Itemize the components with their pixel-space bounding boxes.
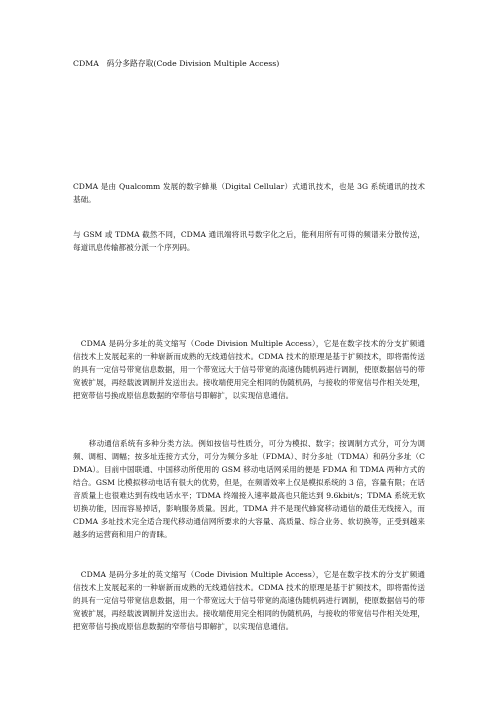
- paragraph-cdma-definition-repeat: CDMA 是码分多址的英文缩写（Code Division Multiple Access），它是在数字技术的分支扩频通信技术上发展起来的一种崭新而成熟的无线通信技术。CDMA 技术的原理是基于扩频技术，即将需传送的具有一定信号带宽信息数据，用一个带宽远大于信号带宽的高速伪随机码进行调制，使原数据信号的带宽被扩展，再经载波调制并发送出去。接收端使用完全相同的伪随机码，与接收的带宽信号作相关处理，把宽带信号换成原信息数据的窄带信号即解扩，以实现信息通信。: [73, 570, 425, 631]
- document-title: CDMA 码分多路存取(Code Division Multiple Access): [73, 59, 280, 68]
- paragraph-intro: CDMA 是由 Qualcomm 发展的数字蜂巢（Digital Cellular）式通讯技术，也是 3G 系统通讯的技术基础。: [73, 182, 425, 204]
- paragraph-gsm-comparison: 与 GSM 或 TDMA 截然不同，CDMA 通讯端将讯号数字化之后，能利用所有可得的频谱来分散传送，每道讯息传输都被分派一个序列码。: [73, 230, 425, 252]
- paragraph-cdma-definition: CDMA 是码分多址的英文缩写（Code Division Multiple Access），它是在数字技术的分支扩频通信技术上发展起来的一种崭新而成熟的无线通信技术。CDMA 技术的原理是基于扩频技术，即将需传送的具有一定信号带宽信息数据，用一个带宽远大于信号带宽的高速伪随机码进行调制，使原数据信号的带宽被扩展，再经载波调制并发送出去。接收端使用完全相同的伪随机码，与接收的带宽信号作相关处理，把宽带信号换成原信息数据的窄带信号即解扩，以实现信息通信。: [73, 339, 425, 400]
- paragraph-mobile-classification: 移动通信系统有多种分类方法。例如按信号性质分，可分为模拟、数字；按调制方式分，可分为调频、调相、调幅；按多址连接方式分，可分为频分多址（FDMA）、时分多址（TDMA）和码分多址（CDMA）。目前中国联通、中国移动所使用的 GSM 移动电话网采用的便是 FDMA 和 TDMA 两种方式的结合。GSM 比模拟移动电话有很大的优势，但是，在频谱效率上仅是模拟系统的 3 倍，容量有限；在话音质量上也很难达到有线电话水平；TDMA 终端接入速率最高也只能达到 9.6kbit/s；TDMA 系统无软切换功能，因而容易掉话，影响服务质量。因此，TDMA 并不是现代蜂窝移动通信的最佳无线接入，而 CDMA 多址技术完全适合现代移动通信网所要求的大容量、高质量、综合业务、软切换等，正受到越来越多的运营商和用户的青睐。: [73, 439, 425, 539]
